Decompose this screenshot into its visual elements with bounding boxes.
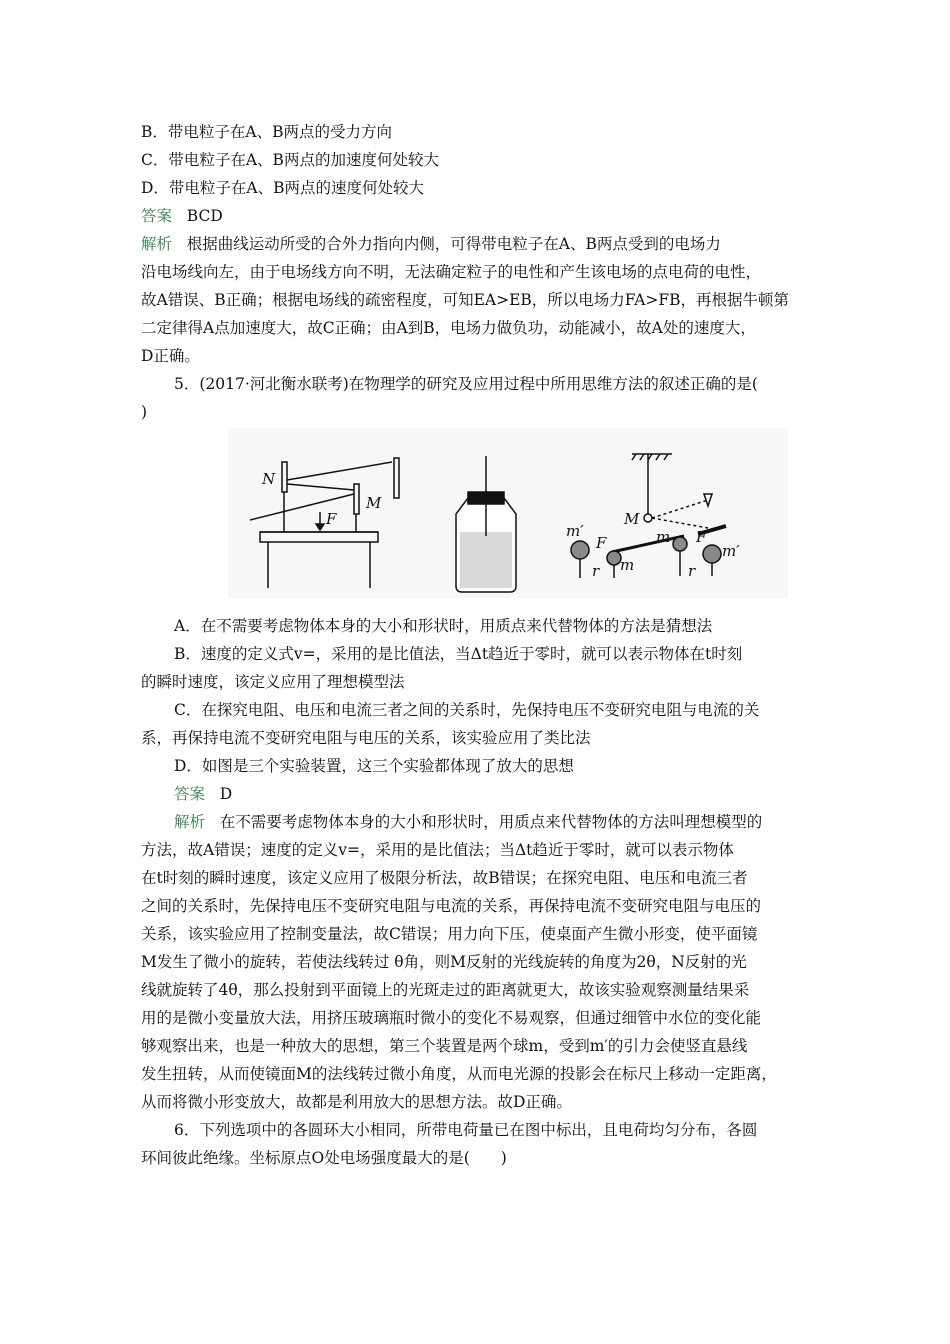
label-r-2: r [688,562,696,580]
option-d-q4: D．带电粒子在A、B两点的速度何处较大 [141,179,425,197]
question-5-stem: 5．(2017·河北衡水联考)在物理学的研究及应用过程中所用思维方法的叙述正确的是( [174,375,758,393]
question-5-bracket: ) [141,403,148,421]
label-f-2: F [696,528,707,546]
analysis-q5-line2: 方法，故A错误；速度的定义v=，采用的是比值法；当Δt趋近于零时，就可以表示物体 [141,841,734,859]
answer-value: D [219,785,233,803]
answer-label: 答案 [141,207,173,225]
question-6-stem: 6．下列选项中的各圆环大小相同，所带电荷量已在图中标出，且电荷均匀分布，各圆 [174,1121,758,1139]
label-n: N [262,470,276,488]
mirror-m [354,484,359,514]
screen-mirror [394,458,399,498]
ball-m-right [673,537,687,551]
ball-m-left [607,551,621,565]
mirror-n [282,462,287,492]
answer-label: 答案 [174,785,206,803]
analysis-q5-line3: 在t时刻的瞬时速度，该定义应用了极限分析法，故B错误；在探究电阻、电压和电流三者 [141,869,748,887]
analysis-q4-line5: D正确。 [141,347,200,365]
analysis-q4-line2: 沿电场线向左，由于电场线方向不明，无法确定粒子的电性和产生该电场的点电荷的电性， [141,263,762,281]
label-m-prime-2: m′ [722,542,740,560]
option-b-q4: B．带电粒子在A、B两点的受力方向 [141,123,392,141]
ball-m-prime-left [571,541,589,559]
answer-q4 [141,206,821,226]
label-m-prime-1: m′ [566,522,584,540]
ball-m-prime-right [703,545,721,563]
analysis-q5-line10: 发生扭转，从而使镜面M的法线转过微小角度，从而电光源的投影会在标尺上移动一定距离， [141,1065,777,1083]
analysis-q5-line1: 解析 在不需要考虑物体本身的大小和形状时，用质点来代替物体的方法叫理想模型的 [174,813,763,831]
option-b-q5: B．速度的定义式v=，采用的是比值法，当Δt趋近于零时，就可以表示物体在t时刻 [174,645,743,663]
analysis-q5-line7: 线就旋转了4θ，那么投射到平面镜上的光斑走过的距离就更大，故该实验观察测量结果采 [141,981,750,999]
option-a-q5: A．在不需要考虑物体本身的大小和形状时，用质点来代替物体的方法是猜想法 [174,617,713,635]
analysis-q5-line9: 够观察出来，也是一种放大的思想，第三个装置是两个球m，受到m′的引力会使竖直悬线 [141,1037,748,1055]
analysis-q4-line4: 二定律得A点加速度大，故C正确；由A到B，电场力做负功，动能减小，故A处的速度大， [141,319,756,337]
label-m-mirror: M [624,510,640,528]
analysis-q5-line8: 用的是微小变量放大法，用挤压玻璃瓶时微小的变化不易观察，但通过细管中水位的变化能 [141,1009,762,1027]
option-c-q5: C．在探究电阻、电压和电流三者之间的关系时，先保持电压不变研究电阻与电流的关 [174,701,760,719]
analysis-q5-line11: 从而将微小形变放大，故都是利用放大的思想方法。故D正确。 [141,1093,572,1111]
option-c-q4: C．带电粒子在A、B两点的加速度何处较大 [141,151,439,169]
answer-q5 [174,784,854,804]
option-b-q5-cont: 的瞬时速度，该定义应用了理想模型法 [141,673,405,691]
analysis-q5-line4: 之间的关系时，先保持电压不变研究电阻与电流的关系，再保持电流不变研究电阻与电压的 [141,897,762,915]
label-r-1: r [592,562,600,580]
question-6-stem-cont: 环间彼此绝缘。坐标原点O处电场强度最大的是( ) [141,1149,507,1167]
torsion-balance-setup [571,454,726,578]
label-m-2: m [656,528,671,546]
analysis-q4-line1: 解析 根据曲线运动所受的合外力指向内侧，可得带电粒子在A、B两点受到的电场力 [141,235,721,253]
label-m-1: m [620,556,635,574]
analysis-label: 解析 [174,813,206,831]
analysis-label: 解析 [141,235,173,253]
experiment-figure [228,428,788,598]
label-f: F [326,510,337,528]
answer-value: BCD [186,207,223,225]
bottle-water [460,532,512,588]
label-f-1: F [596,534,607,552]
glass-bottle-setup [456,456,516,592]
analysis-q5-line5: 关系，该实验应用了控制变量法，故C错误；用力向下压，使桌面产生微小形变，使平面镜 [141,925,758,943]
label-m: M [366,494,382,512]
analysis-q4-line3: 故A错误、B正确；根据电场线的疏密程度，可知EA>EB，所以电场力FA>FB，再根据牛顿第 [141,291,790,309]
analysis-q5-line6: M发生了微小的旋转，若使法线转过 θ角，则M反射的光线旋转的角度为2θ，N反射的光 [141,953,747,971]
three-experiments-svg [228,428,788,598]
option-c-q5-cont: 系，再保持电流不变研究电阻与电压的关系，该实验应用了类比法 [141,729,591,747]
option-d-q5: D．如图是三个实验装置，这三个实验都体现了放大的思想 [174,757,574,775]
